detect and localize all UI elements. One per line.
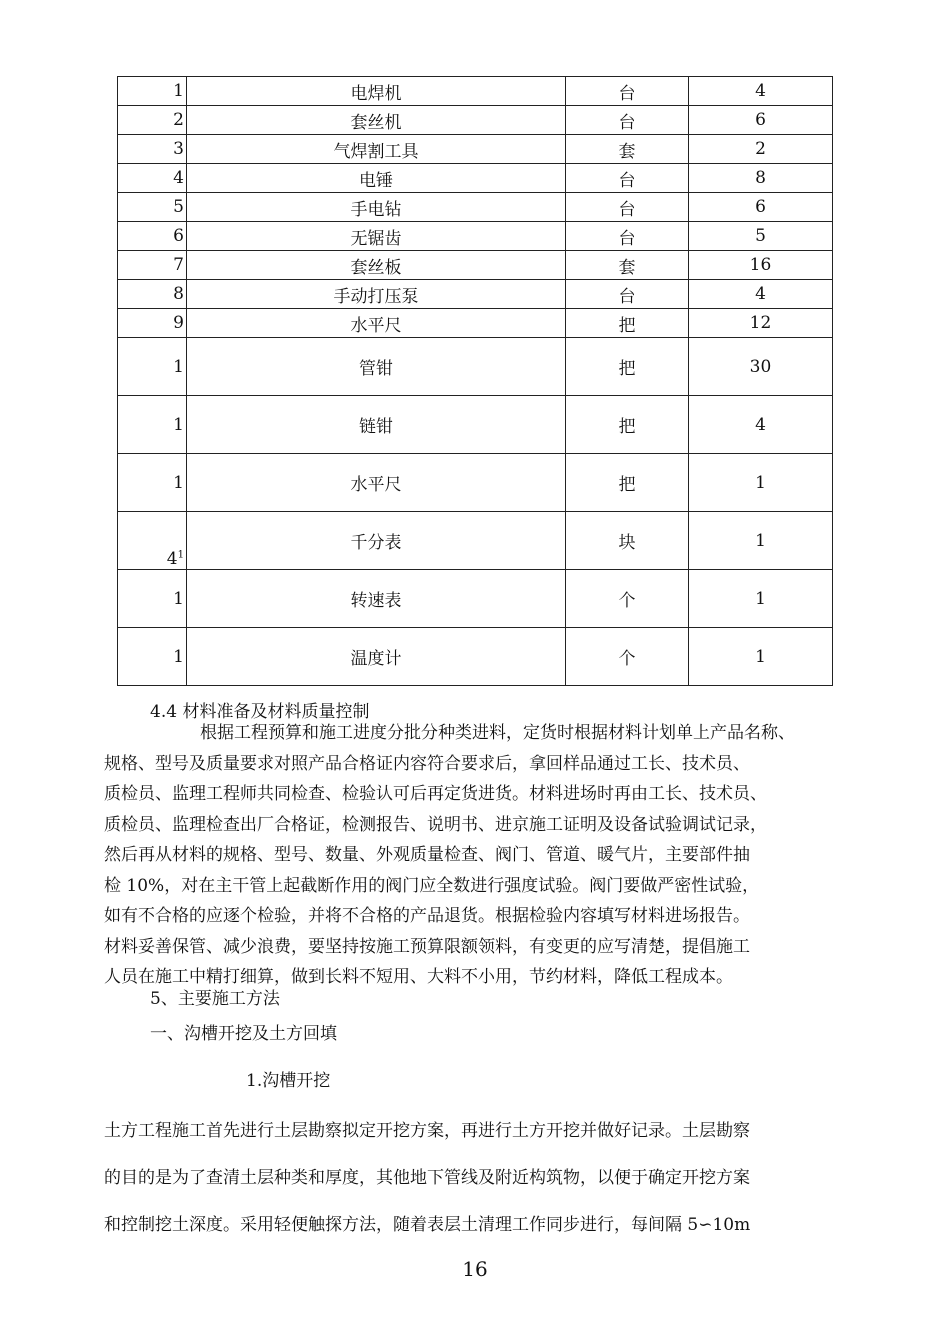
row-number: 1: [118, 77, 187, 106]
equipment-quantity: 1: [689, 628, 833, 686]
table-row: [118, 628, 833, 686]
row-number: 3: [118, 135, 187, 164]
equipment-unit: 把: [566, 309, 689, 338]
table-row: [118, 222, 833, 251]
section-4-4-paragraph: [104, 718, 854, 993]
equipment-name: 水平尺: [187, 309, 566, 338]
row-number: 1: [118, 628, 187, 686]
paragraph-line: 检 10%，对在主干管上起截断作用的阀门应全数进行强度试验。阀门要做严密性试验，: [104, 875, 760, 896]
equipment-unit: 块: [566, 512, 689, 570]
row-number: 7: [118, 251, 187, 280]
equipment-name: 手电钻: [187, 193, 566, 222]
row-number: 1: [118, 338, 187, 396]
table-row: [118, 251, 833, 280]
equipment-name: 千分表: [187, 512, 566, 570]
paragraph-line: 如有不合格的应逐个检验，并将不合格的产品退货。根据检验内容填写材料进场报告。: [104, 906, 750, 926]
row-number-superscript: 1: [177, 549, 184, 561]
section-5-1-paragraph: [104, 1108, 854, 1249]
paragraph-line: 土方工程施工首先进行土层勘察拟定开挖方案，再进行土方开挖并做好记录。土层勘察: [104, 1121, 750, 1141]
equipment-quantity: 12: [689, 309, 833, 338]
table-row: [118, 338, 833, 396]
equipment-name: 转速表: [187, 570, 566, 628]
equipment-unit: 台: [566, 106, 689, 135]
equipment-name: 水平尺: [187, 454, 566, 512]
equipment-name: 电焊机: [187, 77, 566, 106]
table-row: [118, 396, 833, 454]
section-5-1-heading: 1.沟槽开挖: [246, 1071, 331, 1091]
equipment-table: [117, 76, 833, 686]
row-number: 8: [118, 280, 187, 309]
equipment-name: 链钳: [187, 396, 566, 454]
page-number: 16: [462, 1257, 488, 1281]
paragraph-line: 材料妥善保管、减少浪费，要坚持按施工预算限额领料，有变更的应写清楚，提倡施工: [104, 936, 750, 957]
row-number-main: 4: [166, 549, 178, 569]
equipment-quantity: 16: [689, 251, 833, 280]
table-row: [118, 512, 833, 570]
equipment-quantity: 1: [689, 570, 833, 628]
equipment-unit: 把: [566, 396, 689, 454]
equipment-unit: 台: [566, 193, 689, 222]
equipment-unit: 把: [566, 338, 689, 396]
equipment-name: 无锯齿: [187, 222, 566, 251]
equipment-quantity: 1: [689, 512, 833, 570]
equipment-quantity: 1: [689, 454, 833, 512]
table-row: [118, 193, 833, 222]
equipment-unit: 把: [566, 454, 689, 512]
table-row: [118, 77, 833, 106]
paragraph-line: 人员在施工中精打细算，做到长料不短用、大料不小用，节约材料，降低工程成本。: [104, 967, 733, 987]
section-5-heading: 5、主要施工方法: [150, 989, 280, 1009]
equipment-quantity: 4: [689, 396, 833, 454]
paragraph-line: 规格、型号及质量要求对照产品合格证内容符合要求后，拿回样品通过工长、技术员、: [104, 753, 750, 774]
equipment-quantity: 4: [689, 280, 833, 309]
equipment-quantity: 5: [689, 222, 833, 251]
equipment-quantity: 4: [689, 77, 833, 106]
equipment-name: 电锤: [187, 164, 566, 193]
table-row: [118, 570, 833, 628]
equipment-quantity: 6: [689, 193, 833, 222]
row-number: [118, 512, 187, 570]
table-row: [118, 135, 833, 164]
row-number: 2: [118, 106, 187, 135]
equipment-quantity: 8: [689, 164, 833, 193]
equipment-quantity: 6: [689, 106, 833, 135]
row-number: 6: [118, 222, 187, 251]
equipment-name: 气焊割工具: [187, 135, 566, 164]
table-row: [118, 106, 833, 135]
paragraph-line: 质检员、监理检查出厂合格证，检测报告、说明书、进京施工证明及设备试验调试记录，: [104, 814, 767, 835]
table-row: [118, 280, 833, 309]
equipment-name: 管钳: [187, 338, 566, 396]
equipment-unit: 台: [566, 222, 689, 251]
table-row: [118, 309, 833, 338]
equipment-unit: 台: [566, 280, 689, 309]
equipment-unit: 台: [566, 164, 689, 193]
paragraph-line: 和控制挖土深度。采用轻便触探方法，随着表层土清理工作同步进行，每间隔 5∽10m: [104, 1215, 751, 1235]
equipment-name: 套丝板: [187, 251, 566, 280]
section-4-4-heading: 4.4 材料准备及材料质量控制: [150, 702, 370, 722]
row-number: 9: [118, 309, 187, 338]
paragraph-line: 的目的是为了查清土层种类和厚度，其他地下管线及附近构筑物，以便于确定开挖方案: [104, 1168, 750, 1188]
equipment-quantity: 2: [689, 135, 833, 164]
equipment-quantity: 30: [689, 338, 833, 396]
equipment-unit: 套: [566, 251, 689, 280]
paragraph-line: 根据工程预算和施工进度分批分种类进料，定货时根据材料计划单上产品名称、: [200, 723, 795, 743]
table-row: [118, 454, 833, 512]
equipment-unit: 套: [566, 135, 689, 164]
equipment-unit: 个: [566, 570, 689, 628]
paragraph-line: 质检员、监理工程师共同检查、检验认可后再定货进货。材料进场时再由工长、技术员、: [104, 784, 767, 804]
row-number: 4: [118, 164, 187, 193]
equipment-name: 温度计: [187, 628, 566, 686]
equipment-unit: 个: [566, 628, 689, 686]
paragraph-line: 然后再从材料的规格、型号、数量、外观质量检查、阀门、管道、暖气片，主要部件抽: [104, 845, 750, 865]
table-row: [118, 164, 833, 193]
row-number: 1: [118, 570, 187, 628]
equipment-name: 手动打压泵: [187, 280, 566, 309]
equipment-name: 套丝机: [187, 106, 566, 135]
row-number: 1: [118, 454, 187, 512]
equipment-unit: 台: [566, 77, 689, 106]
row-number: 5: [118, 193, 187, 222]
row-number: 1: [118, 396, 187, 454]
section-5-subheading: 一、沟槽开挖及土方回填: [150, 1024, 337, 1044]
